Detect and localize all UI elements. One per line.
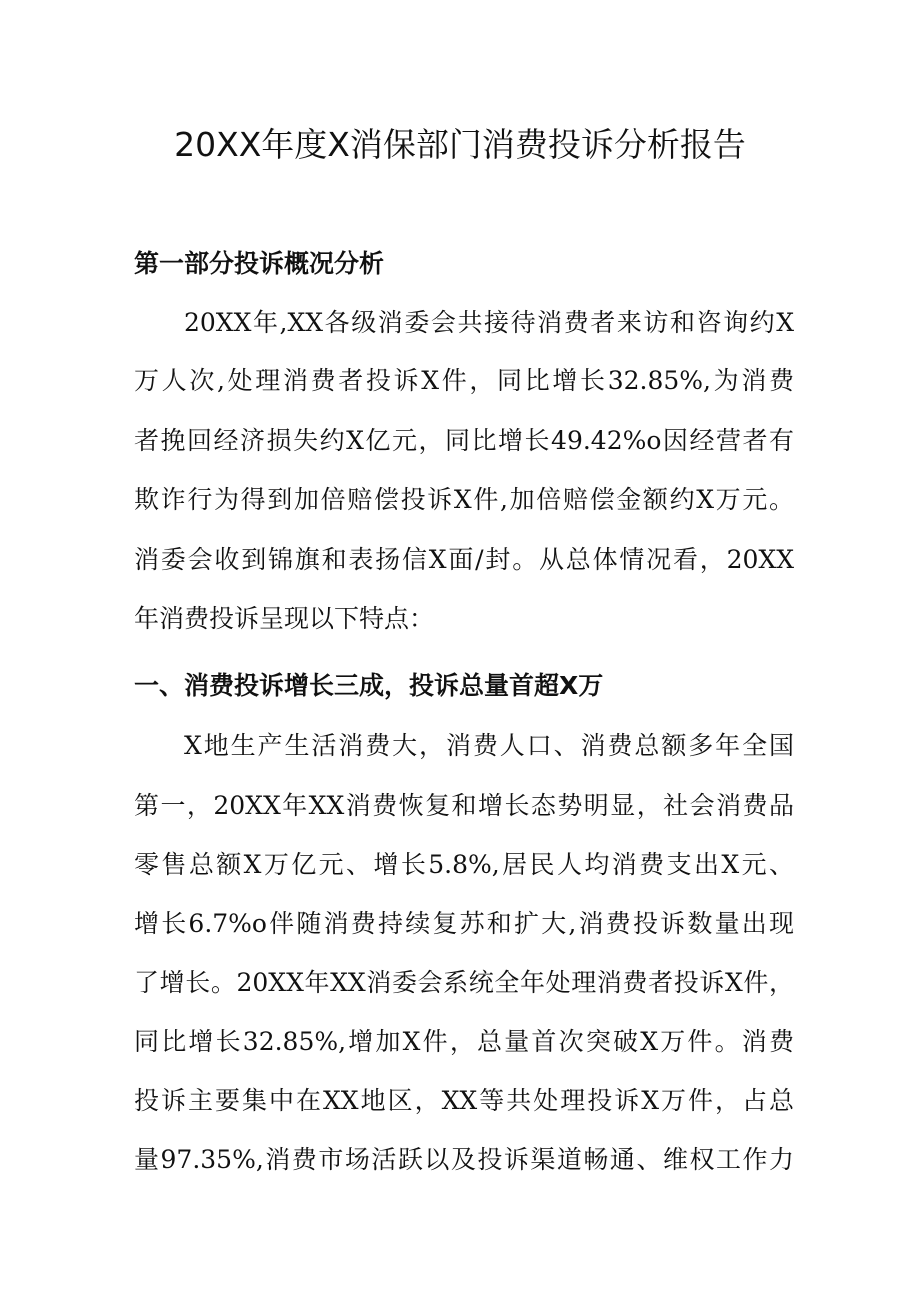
paragraph-line: 了增长。20XX年XX消委会系统全年处理消费者投诉X件， xyxy=(134,968,794,997)
paragraph-line: 零售总额X万亿元、增长5.8%,居民人均消费支出X元、 xyxy=(134,850,794,879)
paragraph-line: 年消费投诉呈现以下特点： xyxy=(134,604,435,633)
paragraph-line: 万人次,处理消费者投诉X件，同比增长32.85%,为消费 xyxy=(134,366,794,395)
paragraph-line: 同比增长32.85%,增加X件，总量首次突破X万件。消费 xyxy=(134,1027,794,1056)
paragraph-line: 消委会收到锦旗和表扬信X面/封。从总体情况看，20XX xyxy=(134,545,794,574)
paragraph-line: 量97.35%,消费市场活跃以及投诉渠道畅通、维权工作力 xyxy=(134,1145,794,1174)
part-heading: 第一部分投诉概况分析 xyxy=(134,249,385,278)
paragraph-line: 欺诈行为得到加倍赔偿投诉X件,加倍赔偿金额约X万元。 xyxy=(134,485,794,514)
paragraph-line: 投诉主要集中在XX地区，XX等共处理投诉X万件，占总 xyxy=(134,1086,794,1115)
paragraph-line: 20XX年,XX各级消委会共接待消费者来访和咨询约X xyxy=(184,308,794,337)
paragraph-line: 第一，20XX年XX消费恢复和增长态势明显，社会消费品 xyxy=(134,791,794,820)
paragraph-line: 增长6.7%o伴随消费持续复苏和扩大,消费投诉数量出现 xyxy=(134,909,794,938)
document-title: 20XX年度X消保部门消费投诉分析报告 xyxy=(174,125,746,164)
paragraph-line: 者挽回经济损失约X亿元，同比增长49.42%o因经营者有 xyxy=(134,426,794,455)
paragraph-line: X地生产生活消费大，消费人口、消费总额多年全国 xyxy=(184,731,794,760)
section-heading: 一、消费投诉增长三成，投诉总量首超X万 xyxy=(134,671,604,700)
